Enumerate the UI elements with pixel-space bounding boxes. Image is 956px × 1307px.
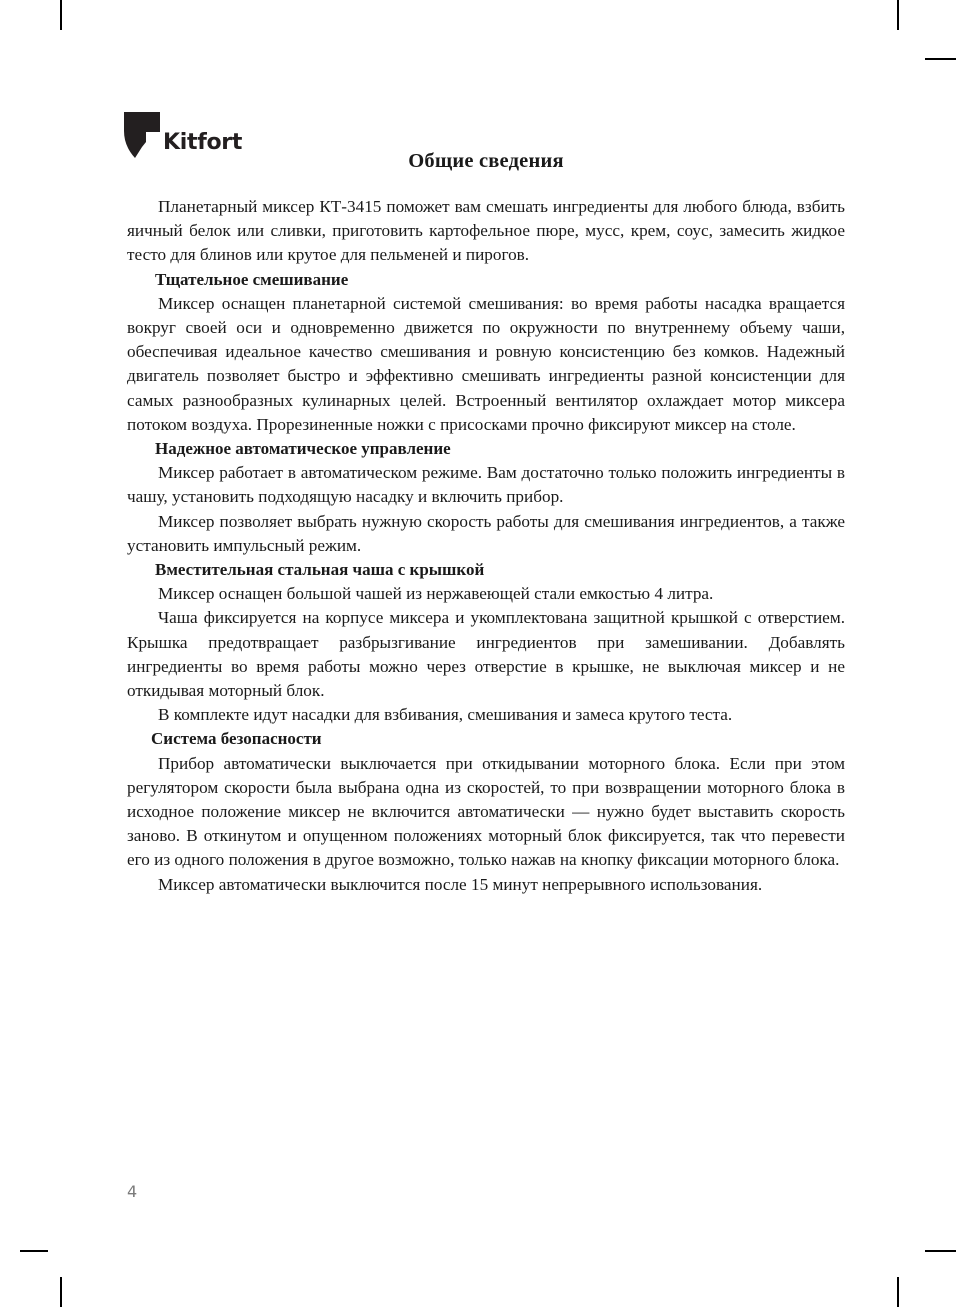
- page-number: 4: [127, 1182, 138, 1201]
- section-paragraph: Миксер позволяет выбрать нужную скорость работы для смешивания ингредиентов, а также установить импульсный режим.: [127, 511, 845, 555]
- crop-mark-bottom-right-vertical: [897, 1277, 899, 1307]
- section-heading-automatic-control: Надежное автоматическое управление: [155, 439, 451, 459]
- section-heading-steel-bowl: Вместительная стальная чаша с крышкой: [155, 560, 485, 580]
- crop-mark-bottom-right-horizontal: [925, 1250, 956, 1252]
- page-content: [127, 150, 845, 897]
- section-paragraph: В комплекте идут насадки для взбивания, смешивания и замеса крутого теста.: [158, 705, 733, 725]
- crop-mark-top-right-vertical: [897, 0, 899, 30]
- section-heading-thorough-mixing: Тщательное смешивание: [155, 269, 349, 289]
- page-title: Общие сведения: [408, 150, 564, 172]
- section-paragraph: Миксер работает в автоматическом режиме. Вам достаточно только положить ингредиенты в чашу, установить подходящую насадку и включить прибор.: [127, 463, 845, 507]
- section-heading-safety-system: Система безопасности: [151, 729, 322, 749]
- section-paragraph: Чаша фиксируется на корпусе миксера и укомплектована защитной крышкой с отверстием. Крышка предотвращает разбрызгивание ингредиентов при замешивании. Добавлять ингредиенты во время работы можно через отверстие в крышке, не выключая миксер и не откидывая моторный блок.: [127, 608, 845, 701]
- crop-mark-top-left-vertical: [60, 0, 62, 30]
- section-paragraph: Прибор автоматически выключается при откидывании моторного блока. Если при этом регулятором скорости была выбрана одна из скоростей, то при возвращении моторного блока в исходное положение миксер не включится автоматически — нужно будет выставить скорость заново. В откинутом и опущенном положениях моторный блок фиксируется, так что перевести его из одного положения в другое возможно, только нажав на кнопку фиксации моторного блока.: [127, 753, 845, 870]
- crop-mark-bottom-left-horizontal: [20, 1250, 48, 1252]
- section-paragraph: Миксер автоматически выключится после 15 минут непрерывного использования.: [158, 874, 763, 894]
- crop-mark-bottom-left-vertical: [60, 1277, 62, 1307]
- section-paragraph: Миксер оснащен планетарной системой смешивания: во время работы насадка вращается вокруг своей оси и одновременно движется по окружности по внутреннему объему чаши, обеспечивая идеальное качество смешивания и ровную консистенцию без комков. Надежный двигатель позволяет быстро и эффективно смешивать ингредиенты разной консистенции для самых разнообразных кулинарных целей. Встроенный вентилятор охлаждает мотор миксера потоком воздуха. Прорезиненные ножки с присосками прочно фиксируют миксер на столе.: [127, 293, 845, 434]
- section-paragraph: Миксер оснащен большой чашей из нержавеющей стали емкостью 4 литра.: [158, 584, 714, 604]
- intro-paragraph: Планетарный миксер КТ-3415 поможет вам смешать ингредиенты для любого блюда, взбить яичный белок или сливки, приготовить картофельное пюре, мусс, крем, соус, замесить жидкое тесто для блинов или крутое для пельменей и пирогов.: [127, 197, 845, 265]
- brand-wordmark: Kitfort: [163, 130, 243, 155]
- crop-mark-top-right-horizontal: [925, 58, 956, 60]
